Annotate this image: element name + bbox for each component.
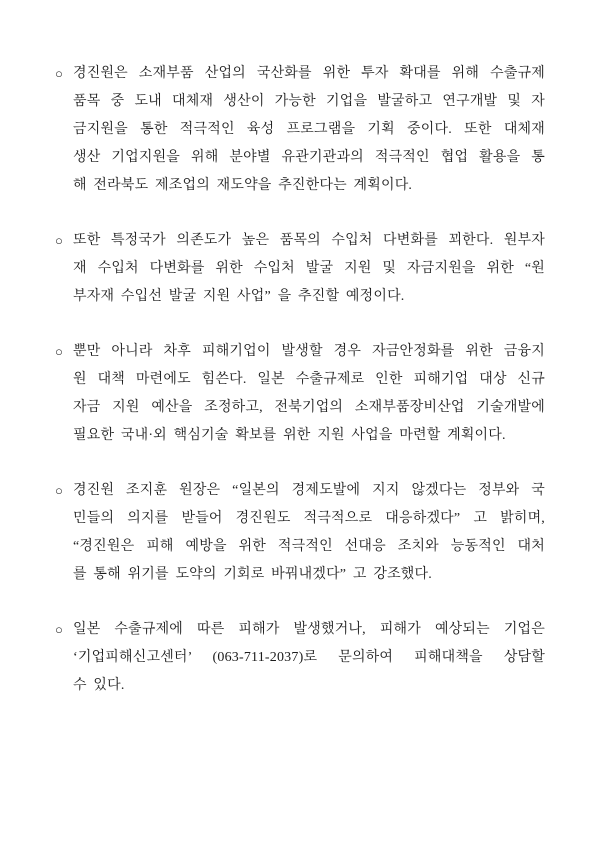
bullet-marker: ○: [55, 233, 63, 248]
paragraph: [55, 60, 545, 200]
text-line: 일본 수출규제에 따른 피해가 발생했거나, 피해가 예상되는 기업은: [73, 622, 545, 637]
text-line: 원 대책 마련에도 힘쓴다. 일본 수출규제로 인한 피해기업 대상 신규: [73, 372, 545, 387]
text-line: 생산 기업지원을 위해 분야별 유관기관과의 적극적인 협업 활용을 통: [73, 150, 545, 165]
paragraph-text: [73, 616, 545, 700]
paragraph: [55, 616, 545, 700]
paragraph: [55, 227, 545, 311]
bullet-marker: ○: [55, 344, 63, 359]
text-line: 금지원을 통한 적극적인 육성 프로그램을 기획 중이다. 또한 대체재: [73, 122, 545, 137]
text-line: ‘기업피해신고센터’ (063-711-2037)로 문의하여 피해대책을 상담할: [73, 650, 545, 665]
text-line: “경진원은 피해 예방을 위한 적극적인 선대응 조치와 능동적인 대처: [73, 539, 545, 554]
text-line: 재 수입처 다변화를 위한 수입처 발굴 지원 및 자금지원을 위한 “원: [73, 261, 545, 276]
text-line: 를 통해 위기를 도약의 기회로 바꿔내겠다” 고 강조했다.: [73, 567, 432, 582]
bullet-marker: ○: [55, 483, 63, 498]
text-line: 부자재 수입선 발굴 지원 사업” 을 추진할 예정이다.: [73, 289, 405, 304]
document-body: [55, 60, 545, 700]
bullet-marker: ○: [55, 66, 63, 81]
text-line: 수 있다.: [73, 678, 125, 693]
text-line: 민들의 의지를 받들어 경진원도 적극적으로 대응하겠다” 고 밝히며,: [73, 511, 545, 526]
text-line: 품목 중 도내 대체재 생산이 가능한 기업을 발굴하고 연구개발 및 자: [73, 94, 545, 109]
paragraph-text: [73, 338, 545, 450]
text-line: 또한 특정국가 의존도가 높은 품목의 수입처 다변화를 꾀한다. 원부자: [73, 233, 545, 248]
paragraph: [55, 477, 545, 589]
paragraph: [55, 338, 545, 450]
text-line: 뿐만 아니라 차후 피해기업이 발생할 경우 자금안정화를 위한 금융지: [73, 344, 545, 359]
bullet-marker: ○: [55, 622, 63, 637]
text-line: 필요한 국내·외 핵심기술 확보를 위한 지원 사업을 마련할 계획이다.: [73, 428, 506, 443]
text-line: 경진원은 소재부품 산업의 국산화를 위한 투자 확대를 위해 수출규제: [73, 66, 545, 81]
paragraph-text: [73, 227, 545, 311]
paragraph-text: [73, 477, 545, 589]
text-line: 자금 지원 예산을 조정하고, 전북기업의 소재부품장비산업 기술개발에: [73, 400, 545, 415]
text-line: 경진원 조지훈 원장은 “일본의 경제도발에 지지 않겠다는 정부와 국: [73, 483, 545, 498]
paragraph-text: [73, 60, 545, 200]
text-line: 해 전라북도 제조업의 재도약을 추진한다는 계획이다.: [73, 178, 413, 193]
